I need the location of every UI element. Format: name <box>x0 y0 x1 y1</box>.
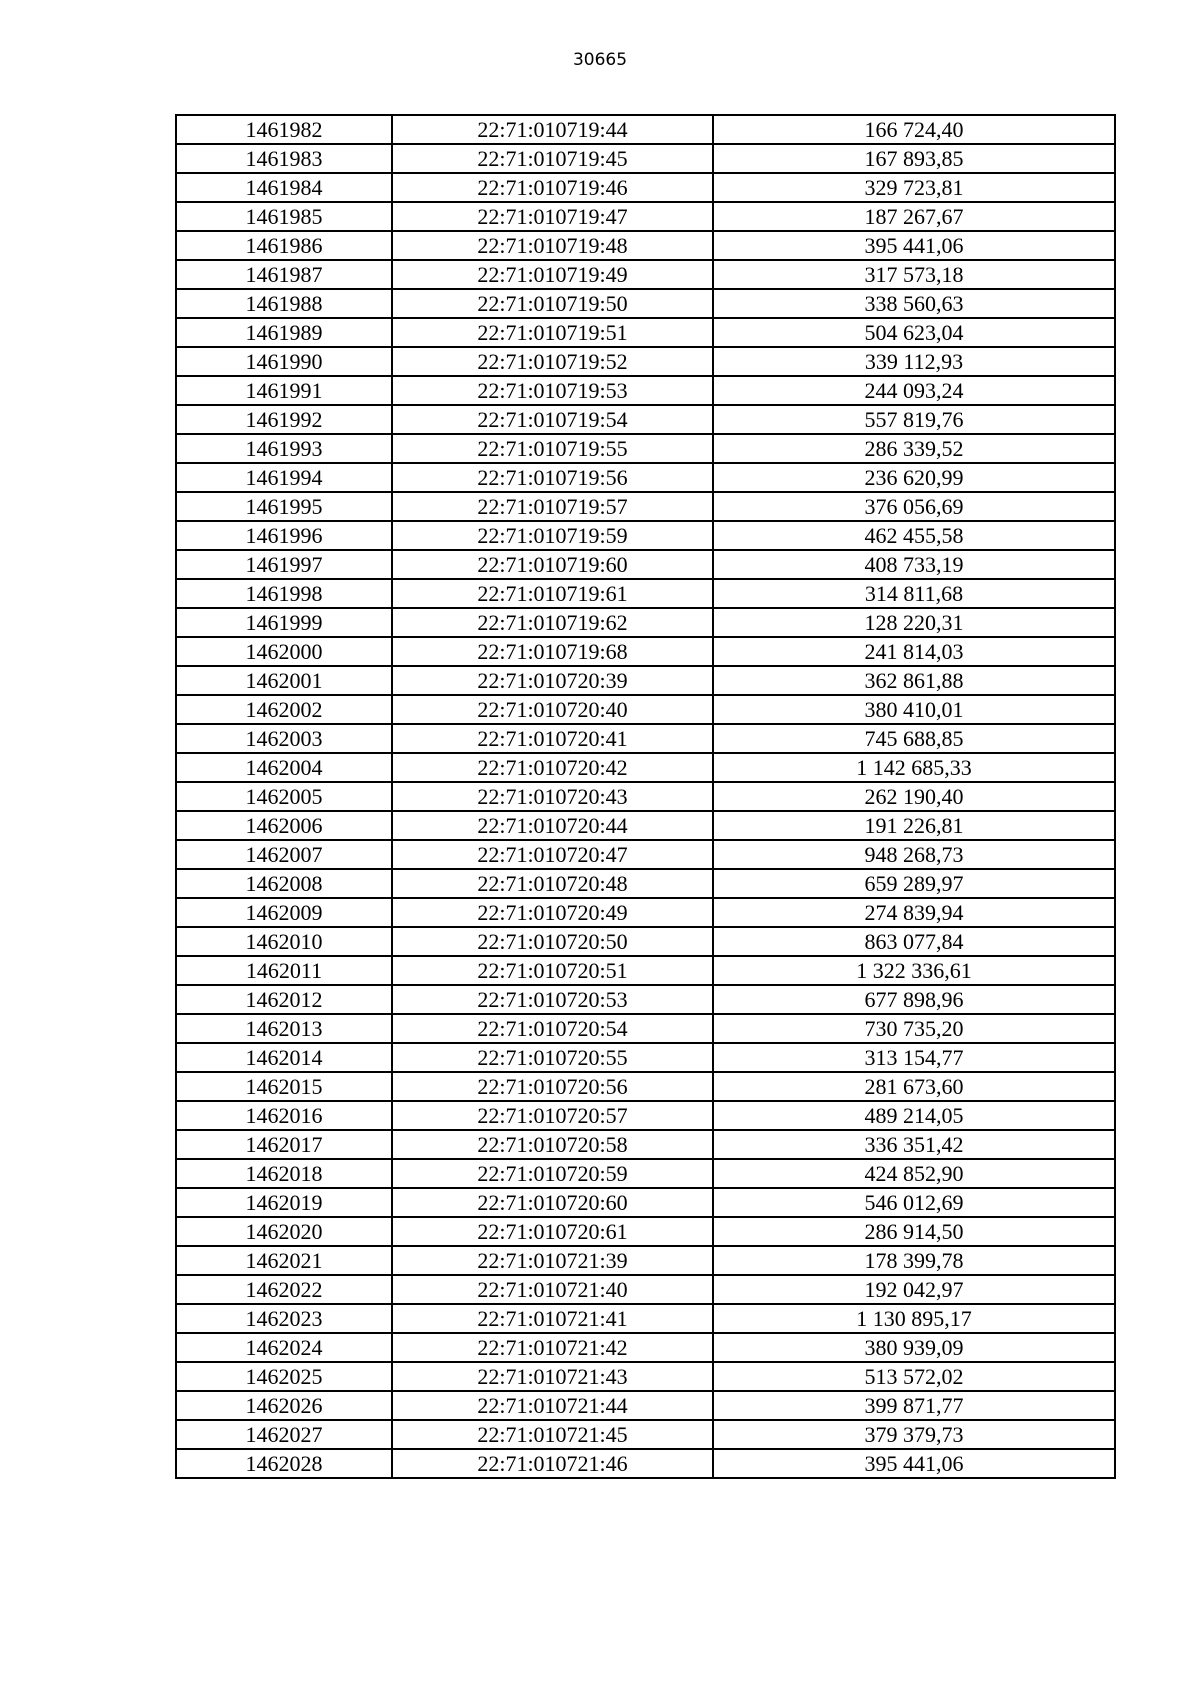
cadastral-number-cell: 22:71:010719:45 <box>392 144 713 173</box>
cadastral-number-cell: 22:71:010720:50 <box>392 927 713 956</box>
cadastral-value-cell: 128 220,31 <box>713 608 1115 637</box>
cadastral-number-cell: 22:71:010720:56 <box>392 1072 713 1101</box>
cadastral-number-cell: 22:71:010719:55 <box>392 434 713 463</box>
cadastral-value-cell: 317 573,18 <box>713 260 1115 289</box>
table-row <box>176 695 1115 724</box>
cadastral-value-cell: 338 560,63 <box>713 289 1115 318</box>
cadastral-number-cell: 22:71:010721:46 <box>392 1449 713 1478</box>
table-row <box>176 985 1115 1014</box>
cadastral-value-cell: 380 410,01 <box>713 695 1115 724</box>
row-number-cell: 1461988 <box>176 289 392 318</box>
cadastral-value-table <box>175 114 1116 1479</box>
cadastral-number-cell: 22:71:010721:42 <box>392 1333 713 1362</box>
row-number-cell: 1461982 <box>176 115 392 144</box>
cadastral-value-cell: 395 441,06 <box>713 1449 1115 1478</box>
cadastral-number-cell: 22:71:010720:53 <box>392 985 713 1014</box>
row-number-cell: 1461986 <box>176 231 392 260</box>
table-row <box>176 927 1115 956</box>
row-number-cell: 1462015 <box>176 1072 392 1101</box>
cadastral-value-cell: 504 623,04 <box>713 318 1115 347</box>
row-number-cell: 1462021 <box>176 1246 392 1275</box>
table-row <box>176 1246 1115 1275</box>
row-number-cell: 1462007 <box>176 840 392 869</box>
cadastral-number-cell: 22:71:010721:41 <box>392 1304 713 1333</box>
table-row <box>176 173 1115 202</box>
cadastral-value-cell: 395 441,06 <box>713 231 1115 260</box>
table-row <box>176 898 1115 927</box>
cadastral-value-cell: 167 893,85 <box>713 144 1115 173</box>
cadastral-number-cell: 22:71:010720:55 <box>392 1043 713 1072</box>
cadastral-number-cell: 22:71:010720:58 <box>392 1130 713 1159</box>
row-number-cell: 1462020 <box>176 1217 392 1246</box>
table-row <box>176 1304 1115 1333</box>
table-row <box>176 1101 1115 1130</box>
cadastral-value-cell: 730 735,20 <box>713 1014 1115 1043</box>
table-row <box>176 811 1115 840</box>
cadastral-value-cell: 244 093,24 <box>713 376 1115 405</box>
row-number-cell: 1462000 <box>176 637 392 666</box>
row-number-cell: 1461995 <box>176 492 392 521</box>
cadastral-number-cell: 22:71:010719:46 <box>392 173 713 202</box>
table-row <box>176 1420 1115 1449</box>
cadastral-number-cell: 22:71:010721:39 <box>392 1246 713 1275</box>
table-row <box>176 347 1115 376</box>
table-row <box>176 1391 1115 1420</box>
cadastral-value-cell: 380 939,09 <box>713 1333 1115 1362</box>
cadastral-number-cell: 22:71:010719:53 <box>392 376 713 405</box>
row-number-cell: 1462008 <box>176 869 392 898</box>
table-row <box>176 637 1115 666</box>
cadastral-number-cell: 22:71:010720:51 <box>392 956 713 985</box>
table-row <box>176 1333 1115 1362</box>
cadastral-number-cell: 22:71:010720:44 <box>392 811 713 840</box>
row-number-cell: 1462013 <box>176 1014 392 1043</box>
table-row <box>176 869 1115 898</box>
cadastral-value-cell: 408 733,19 <box>713 550 1115 579</box>
cadastral-value-cell: 281 673,60 <box>713 1072 1115 1101</box>
row-number-cell: 1462016 <box>176 1101 392 1130</box>
row-number-cell: 1461997 <box>176 550 392 579</box>
table-row <box>176 666 1115 695</box>
cadastral-number-cell: 22:71:010719:68 <box>392 637 713 666</box>
cadastral-number-cell: 22:71:010719:54 <box>392 405 713 434</box>
cadastral-value-cell: 659 289,97 <box>713 869 1115 898</box>
row-number-cell: 1461994 <box>176 463 392 492</box>
table-row <box>176 840 1115 869</box>
table-row <box>176 956 1115 985</box>
row-number-cell: 1461992 <box>176 405 392 434</box>
table-row <box>176 1130 1115 1159</box>
cadastral-value-cell: 546 012,69 <box>713 1188 1115 1217</box>
row-number-cell: 1461993 <box>176 434 392 463</box>
cadastral-value-cell: 362 861,88 <box>713 666 1115 695</box>
row-number-cell: 1461983 <box>176 144 392 173</box>
row-number-cell: 1462001 <box>176 666 392 695</box>
cadastral-value-cell: 192 042,97 <box>713 1275 1115 1304</box>
table-row <box>176 1449 1115 1478</box>
row-number-cell: 1462026 <box>176 1391 392 1420</box>
row-number-cell: 1461990 <box>176 347 392 376</box>
row-number-cell: 1462025 <box>176 1362 392 1391</box>
cadastral-value-cell: 489 214,05 <box>713 1101 1115 1130</box>
row-number-cell: 1462014 <box>176 1043 392 1072</box>
row-number-cell: 1462023 <box>176 1304 392 1333</box>
cadastral-number-cell: 22:71:010719:47 <box>392 202 713 231</box>
row-number-cell: 1462028 <box>176 1449 392 1478</box>
row-number-cell: 1462027 <box>176 1420 392 1449</box>
cadastral-value-cell: 286 914,50 <box>713 1217 1115 1246</box>
cadastral-number-cell: 22:71:010719:59 <box>392 521 713 550</box>
cadastral-number-cell: 22:71:010719:62 <box>392 608 713 637</box>
row-number-cell: 1462003 <box>176 724 392 753</box>
table-row <box>176 1188 1115 1217</box>
row-number-cell: 1462005 <box>176 782 392 811</box>
cadastral-number-cell: 22:71:010721:45 <box>392 1420 713 1449</box>
table-row <box>176 753 1115 782</box>
cadastral-value-cell: 314 811,68 <box>713 579 1115 608</box>
row-number-cell: 1461996 <box>176 521 392 550</box>
table-row <box>176 202 1115 231</box>
cadastral-number-cell: 22:71:010720:47 <box>392 840 713 869</box>
cadastral-number-cell: 22:71:010720:41 <box>392 724 713 753</box>
table-row <box>176 1043 1115 1072</box>
cadastral-value-cell: 1 130 895,17 <box>713 1304 1115 1333</box>
row-number-cell: 1462019 <box>176 1188 392 1217</box>
cadastral-number-cell: 22:71:010720:43 <box>392 782 713 811</box>
row-number-cell: 1462011 <box>176 956 392 985</box>
cadastral-value-cell: 557 819,76 <box>713 405 1115 434</box>
table-row <box>176 289 1115 318</box>
table-row <box>176 782 1115 811</box>
cadastral-number-cell: 22:71:010720:61 <box>392 1217 713 1246</box>
cadastral-number-cell: 22:71:010719:52 <box>392 347 713 376</box>
row-number-cell: 1462006 <box>176 811 392 840</box>
table-row <box>176 521 1115 550</box>
row-number-cell: 1462004 <box>176 753 392 782</box>
cadastral-value-cell: 745 688,85 <box>713 724 1115 753</box>
table-row <box>176 724 1115 753</box>
cadastral-value-cell: 513 572,02 <box>713 1362 1115 1391</box>
cadastral-value-cell: 948 268,73 <box>713 840 1115 869</box>
cadastral-value-cell: 1 142 685,33 <box>713 753 1115 782</box>
cadastral-number-cell: 22:71:010721:44 <box>392 1391 713 1420</box>
cadastral-number-cell: 22:71:010720:48 <box>392 869 713 898</box>
cadastral-value-cell: 262 190,40 <box>713 782 1115 811</box>
cadastral-value-cell: 286 339,52 <box>713 434 1115 463</box>
table-row <box>176 405 1115 434</box>
row-number-cell: 1461998 <box>176 579 392 608</box>
row-number-cell: 1461989 <box>176 318 392 347</box>
table-row <box>176 1159 1115 1188</box>
cadastral-number-cell: 22:71:010719:57 <box>392 492 713 521</box>
table-row <box>176 550 1115 579</box>
cadastral-number-cell: 22:71:010720:49 <box>392 898 713 927</box>
page-number: 30665 <box>572 50 628 70</box>
cadastral-value-cell: 274 839,94 <box>713 898 1115 927</box>
cadastral-value-cell: 313 154,77 <box>713 1043 1115 1072</box>
cadastral-value-cell: 863 077,84 <box>713 927 1115 956</box>
cadastral-number-cell: 22:71:010720:39 <box>392 666 713 695</box>
cadastral-number-cell: 22:71:010719:60 <box>392 550 713 579</box>
row-number-cell: 1461987 <box>176 260 392 289</box>
cadastral-value-cell: 424 852,90 <box>713 1159 1115 1188</box>
cadastral-value-cell: 1 322 336,61 <box>713 956 1115 985</box>
table-row <box>176 579 1115 608</box>
cadastral-value-cell: 236 620,99 <box>713 463 1115 492</box>
row-number-cell: 1461984 <box>176 173 392 202</box>
row-number-cell: 1462009 <box>176 898 392 927</box>
cadastral-number-cell: 22:71:010720:54 <box>392 1014 713 1043</box>
cadastral-value-cell: 677 898,96 <box>713 985 1115 1014</box>
row-number-cell: 1462022 <box>176 1275 392 1304</box>
row-number-cell: 1461985 <box>176 202 392 231</box>
cadastral-number-cell: 22:71:010721:40 <box>392 1275 713 1304</box>
cadastral-number-cell: 22:71:010720:42 <box>392 753 713 782</box>
table-row <box>176 115 1115 144</box>
cadastral-number-cell: 22:71:010719:56 <box>392 463 713 492</box>
row-number-cell: 1462024 <box>176 1333 392 1362</box>
cadastral-number-cell: 22:71:010719:49 <box>392 260 713 289</box>
cadastral-number-cell: 22:71:010719:51 <box>392 318 713 347</box>
row-number-cell: 1462010 <box>176 927 392 956</box>
row-number-cell: 1461999 <box>176 608 392 637</box>
cadastral-number-cell: 22:71:010721:43 <box>392 1362 713 1391</box>
table-row <box>176 1362 1115 1391</box>
cadastral-value-cell: 241 814,03 <box>713 637 1115 666</box>
table-row <box>176 318 1115 347</box>
table-body <box>176 115 1115 1478</box>
table-row <box>176 1217 1115 1246</box>
cadastral-value-cell: 187 267,67 <box>713 202 1115 231</box>
table-row <box>176 231 1115 260</box>
row-number-cell: 1462012 <box>176 985 392 1014</box>
table-row <box>176 1014 1115 1043</box>
table-row <box>176 1275 1115 1304</box>
row-number-cell: 1461991 <box>176 376 392 405</box>
cadastral-number-cell: 22:71:010720:59 <box>392 1159 713 1188</box>
cadastral-value-cell: 339 112,93 <box>713 347 1115 376</box>
table-row <box>176 260 1115 289</box>
cadastral-value-cell: 178 399,78 <box>713 1246 1115 1275</box>
cadastral-value-cell: 462 455,58 <box>713 521 1115 550</box>
cadastral-value-cell: 166 724,40 <box>713 115 1115 144</box>
cadastral-value-cell: 336 351,42 <box>713 1130 1115 1159</box>
cadastral-value-cell: 379 379,73 <box>713 1420 1115 1449</box>
cadastral-value-cell: 191 226,81 <box>713 811 1115 840</box>
table-row <box>176 463 1115 492</box>
table-row <box>176 434 1115 463</box>
cadastral-number-cell: 22:71:010719:44 <box>392 115 713 144</box>
cadastral-value-cell: 376 056,69 <box>713 492 1115 521</box>
cadastral-value-cell: 329 723,81 <box>713 173 1115 202</box>
table-row <box>176 144 1115 173</box>
cadastral-value-cell: 399 871,77 <box>713 1391 1115 1420</box>
table-row <box>176 492 1115 521</box>
cadastral-number-cell: 22:71:010719:61 <box>392 579 713 608</box>
cadastral-number-cell: 22:71:010720:40 <box>392 695 713 724</box>
cadastral-number-cell: 22:71:010720:60 <box>392 1188 713 1217</box>
row-number-cell: 1462002 <box>176 695 392 724</box>
row-number-cell: 1462018 <box>176 1159 392 1188</box>
cadastral-number-cell: 22:71:010720:57 <box>392 1101 713 1130</box>
cadastral-number-cell: 22:71:010719:48 <box>392 231 713 260</box>
table-row <box>176 608 1115 637</box>
cadastral-number-cell: 22:71:010719:50 <box>392 289 713 318</box>
table-row <box>176 376 1115 405</box>
row-number-cell: 1462017 <box>176 1130 392 1159</box>
table-row <box>176 1072 1115 1101</box>
